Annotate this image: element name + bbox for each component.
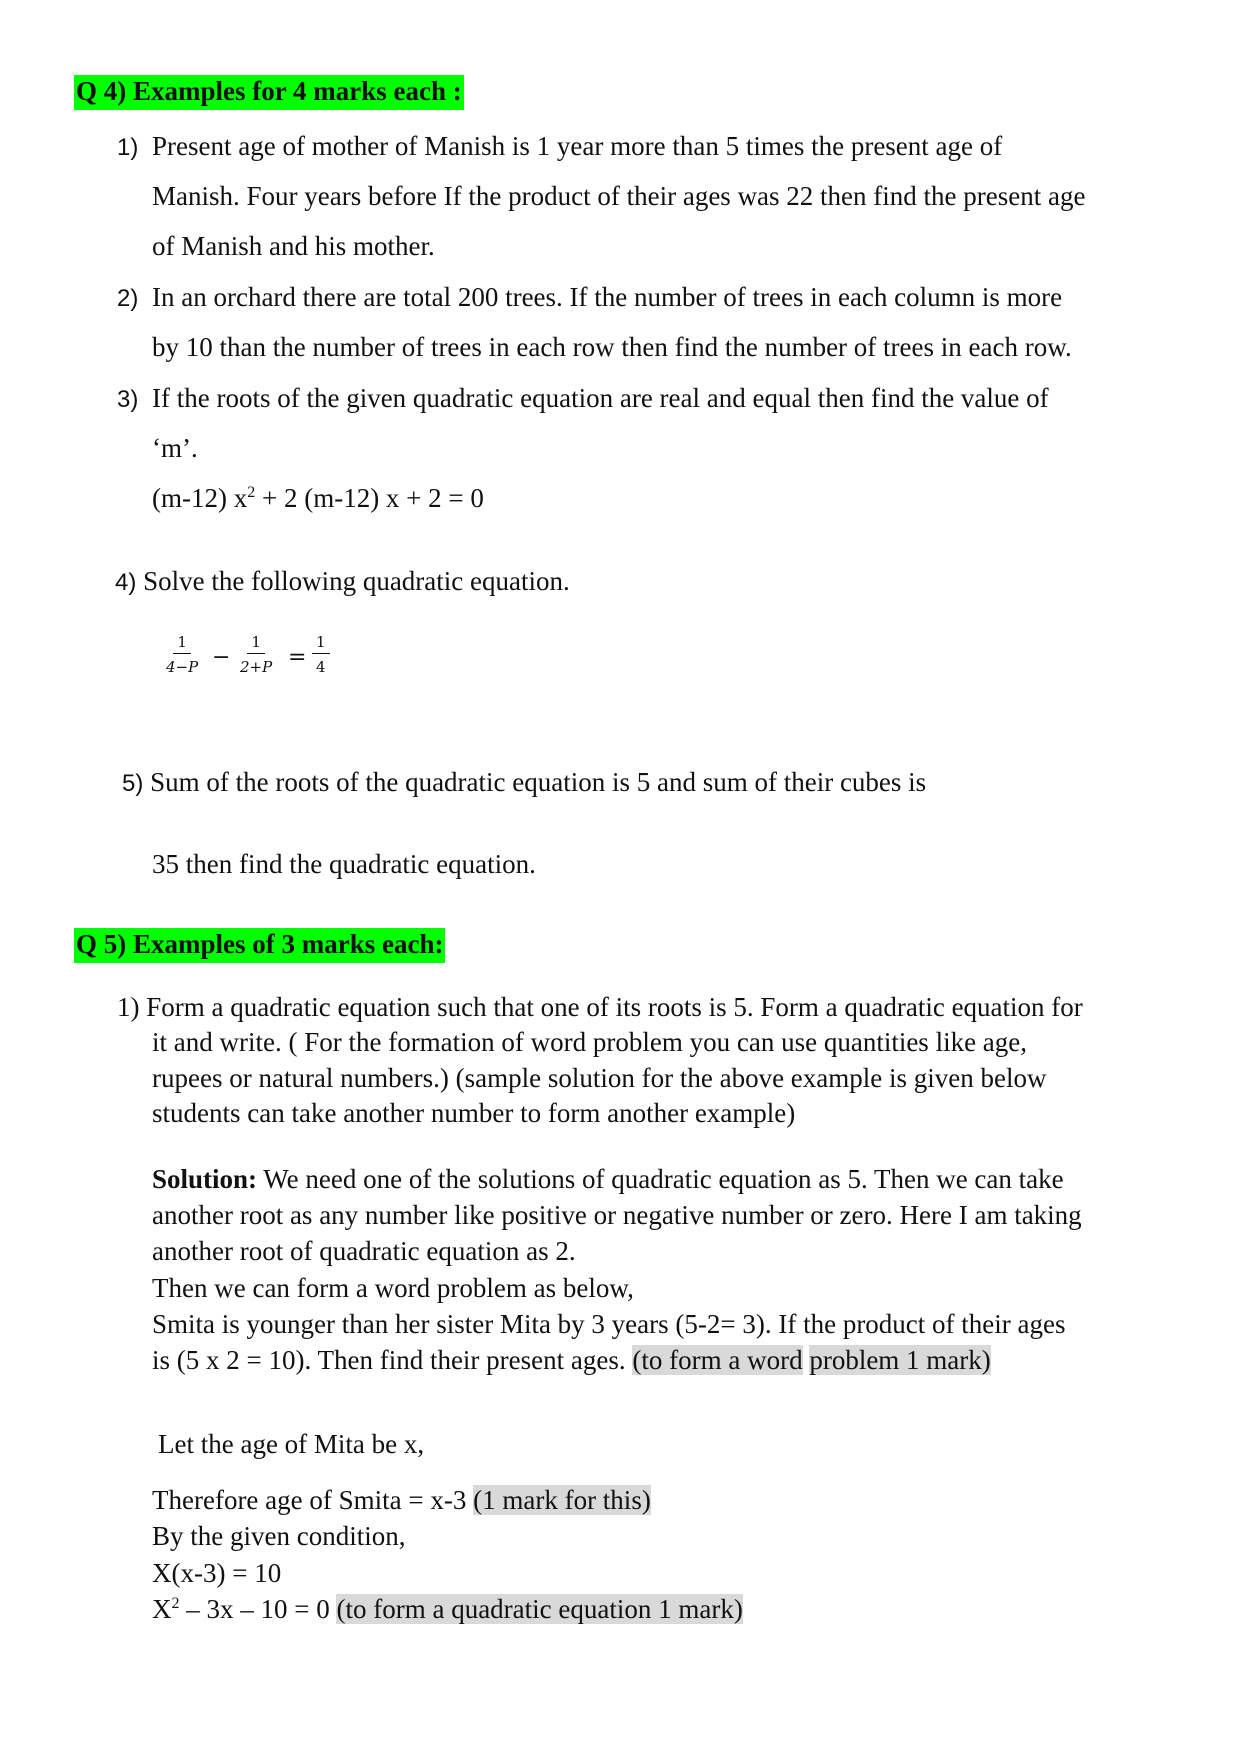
work-equation1: X(x-3) = 10 xyxy=(152,1558,282,1588)
q4-item5-line1: 5) Sum of the roots of the quadratic equation is 5 and sum of their cubes is xyxy=(122,767,927,797)
solution-line5: Smita is younger than her sister Mita by 3 years (5-2= 3). If the product of their ages xyxy=(152,1309,1066,1339)
q5-item1-line3: rupees or natural numbers.) (sample solution for the above example is given below xyxy=(152,1063,1047,1093)
work-equation2: $X^2 - 3x - 10 = 0$ (to form a quadratic equation 1 mark) xyxy=(152,1594,743,1624)
q4-item3-line2: ‘m’. xyxy=(152,433,198,463)
fraction-1: $\frac{1}{4-P}$ xyxy=(166,633,199,676)
q4-item3-line1: If the roots of the given quadratic equation are real and equal then find the value of xyxy=(152,383,1049,413)
work-by-condition: By the given condition, xyxy=(152,1521,406,1551)
solution-line1: Solution: We need one of the solutions of quadratic equation as 5. Then we can take xyxy=(152,1164,1064,1194)
q4-item3-number: 3) xyxy=(117,386,139,413)
q5-item1-line4: students can take another number to form another example) xyxy=(152,1098,796,1128)
fraction-equals-sign: = xyxy=(288,645,307,670)
q4-item2-line1: In an orchard there are total 200 trees. If the number of trees in each column is more xyxy=(152,282,1063,312)
q4-item4: 4) Solve the following quadratic equation. xyxy=(115,566,570,596)
q4-item1-line1: Present age of mother of Manish is 1 year more than 5 times the present age of xyxy=(152,131,1003,161)
fraction-minus-sign: − xyxy=(212,645,231,670)
q4-item5-line2: 35 then find the quadratic equation. xyxy=(152,849,536,879)
mark-note: (1 mark for this) xyxy=(473,1485,651,1515)
mark-note: (to form a word xyxy=(632,1345,803,1375)
q4-item3-equation: (m-12) $x^2 + 2$ (m-12) x + 2 = 0 xyxy=(152,483,484,513)
q5-item1-line1: 1) Form a quadratic equation such that one of its roots is 5. Form a quadratic equation for xyxy=(117,992,1083,1022)
q5-header: Q 5) Examples of 3 marks each: xyxy=(74,928,445,963)
fraction-2: $\frac{1}{2+P}$ xyxy=(240,633,273,676)
solution-line2: another root as any number like positive or negative number or zero. Here I am taking xyxy=(152,1200,1082,1230)
solution-line3: another root of quadratic equation as 2. xyxy=(152,1236,576,1266)
q4-item1-line2: Manish. Four years before If the product of their ages was 22 then find the present age xyxy=(152,181,1086,211)
solution-line4: Then we can form a word problem as below, xyxy=(152,1273,634,1303)
work-let: Let the age of Mita be x, xyxy=(158,1429,425,1459)
q4-item1-line3: of Manish and his mother. xyxy=(152,231,435,261)
q4-item2-line2: by 10 than the number of trees in each row then find the number of trees in each row. xyxy=(152,332,1072,362)
mark-note: (to form a quadratic equation 1 mark) xyxy=(336,1594,743,1624)
q4-header: Q 4) Examples for 4 marks each : xyxy=(74,75,464,110)
solution-line6: is (5 x 2 = 10). Then find their present ages. (to form a word problem 1 mark) xyxy=(152,1345,991,1375)
q4-item2-number: 2) xyxy=(117,285,139,312)
q4-item1-number: 1) xyxy=(117,134,139,161)
fraction-3: $\frac{1}{4}$ xyxy=(312,633,330,676)
mark-note: problem 1 mark) xyxy=(809,1345,991,1375)
q5-item1-line2: it and write. ( For the formation of word problem you can use quantities like age, xyxy=(152,1027,1028,1057)
work-therefore: Therefore age of Smita = x-3 (1 mark for this) xyxy=(152,1485,651,1515)
